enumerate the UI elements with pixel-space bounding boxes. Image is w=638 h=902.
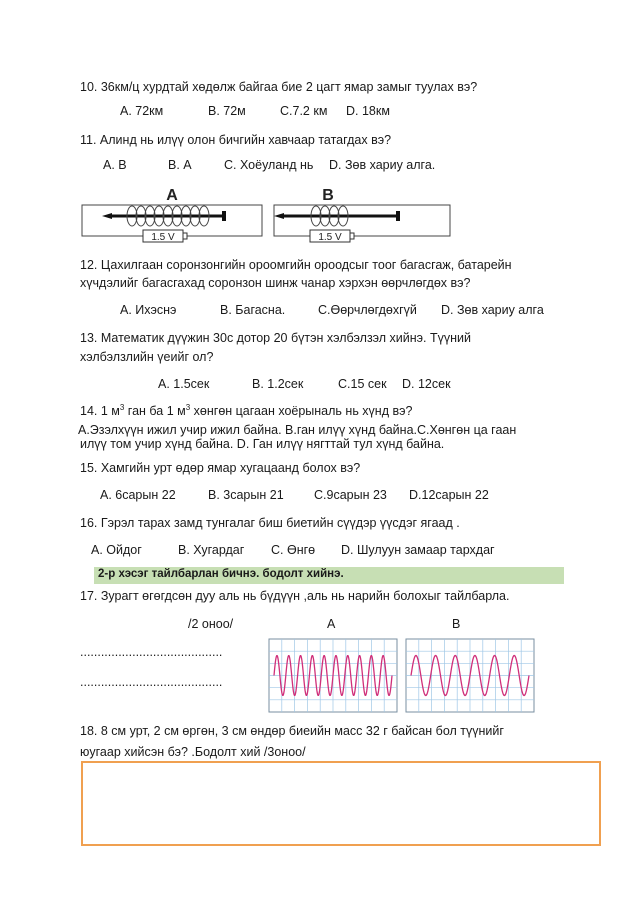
q15-text: 15. Хамгийн урт өдөр ямар хугацаанд болох вэ? <box>80 461 361 475</box>
q11-option-c: С. Хоёуланд нь <box>224 158 314 172</box>
q12-line2: хүчдэлийг багасгахад соронзон шинж чанар хэрхэн өөрчлөгдөх вэ? <box>80 276 471 290</box>
q14-question: 14. 1 $м^3$ ган ба 1 $м^3$ хөнгөн цагаан хоёрыналь нь хүнд вэ? <box>80 403 413 419</box>
q10-text: 10. 36км/ц хурдтай хөдөлж байгаа бие 2 цагт ямар замыг туулах вэ? <box>80 80 478 94</box>
q12-line1: 12. Цахилгаан соронзонгийн ороомгийн ороодсыг тоог багасгаж, батарейн <box>80 258 512 272</box>
q11-option-a: А. В <box>103 158 127 172</box>
q17-points: /2 оноо/ <box>188 617 234 631</box>
q15-option-d: D.12сарын 22 <box>409 488 489 502</box>
q14-line3: илүү том учир хүнд байна. D. Ган илүү нягттай тул хүнд байна. <box>80 437 445 451</box>
q10-option-c: С.7.2 км <box>280 104 328 118</box>
q10-option-b: В. 72м <box>208 104 246 118</box>
q16-option-a: А. Ойдог <box>91 543 142 557</box>
q13-line1: 13. Математик дүүжин 30с дотор 20 бүтэн хэлбэлзэл хийнэ. Түүний <box>80 331 471 345</box>
wave-b-label: В <box>452 617 461 631</box>
q11-option-d: D. Зөв хариу алга. <box>329 158 436 172</box>
q10-option-a: А. 72км <box>120 104 164 118</box>
q18-line1: 18. 8 см урт, 2 см өргөн, 3 см өндөр биеийн масс 32 г байсан бол түүнийг <box>80 724 504 738</box>
q16-option-b: В. Хугардаг <box>178 543 245 557</box>
q15-option-b: В. 3сарын 21 <box>208 488 284 502</box>
section2-header <box>94 567 564 584</box>
q13-line2: хэлбэлзлийн үеийг ол? <box>80 350 214 364</box>
electromagnet-a-figure <box>80 183 265 245</box>
q13-option-d: D. 12сек <box>402 377 451 391</box>
answer-blank-1[interactable]: ......................................... <box>80 645 223 659</box>
q13-option-c: С.15 сек <box>338 377 387 391</box>
q11-option-b: В. А <box>168 158 192 172</box>
electromagnet-b-figure <box>272 183 454 245</box>
figure-a-label: A <box>166 187 178 204</box>
q12-option-b: В. Багасна. <box>220 303 286 317</box>
battery-b-label: 1.5 V <box>318 232 342 243</box>
q15-option-a: А. 6сарын 22 <box>100 488 176 502</box>
oscilloscope-wave-b <box>405 638 535 713</box>
q15-option-c: С.9сарын 23 <box>314 488 387 502</box>
section2-title: 2-р хэсэг тайлбарлан бичнэ. бодолт хийнэ. <box>98 568 344 580</box>
q13-option-b: В. 1.2сек <box>252 377 304 391</box>
oscilloscope-wave-a <box>268 638 398 713</box>
q12-option-d: D. Зөв хариу алга <box>441 303 544 317</box>
q17-text: 17. Зурагт өгөгдсөн дуу аль нь бүдүүн ,аль нь нарийн болохыг тайлбарла. <box>80 589 510 603</box>
q14-line2: А.Эзэлхүүн ижил учир ижил байна. В.ган илүү хүнд байна.С.Хөнгөн ца гаан <box>78 423 517 437</box>
q12-option-a: А. Ихэснэ <box>120 303 177 317</box>
battery-a-label: 1.5 V <box>151 232 175 243</box>
q12-option-c: С.Өөрчлөгдөхгүй <box>318 303 417 317</box>
answer-box[interactable] <box>81 761 601 846</box>
q13-option-a: А. 1.5сек <box>158 377 210 391</box>
answer-blank-2[interactable]: ......................................... <box>80 675 223 689</box>
q10-option-d: D. 18км <box>346 104 390 118</box>
figure-b-label: B <box>322 187 334 204</box>
wave-a-label: А <box>327 617 336 631</box>
q16-option-c: С. Өнгө <box>271 543 316 557</box>
q16-option-d: D. Шулуун замаар тархдаг <box>341 543 495 557</box>
q16-text: 16. Гэрэл тарах замд тунгалаг биш биетийн сүүдэр үүсдэг ягаад . <box>80 516 460 530</box>
q18-line2: юугаар хийсэн бэ? .Бодолт хий /3оноо/ <box>80 745 306 759</box>
q11-text: 11. Алинд нь илүү олон бичгийн хавчаар татагдах вэ? <box>80 133 392 147</box>
